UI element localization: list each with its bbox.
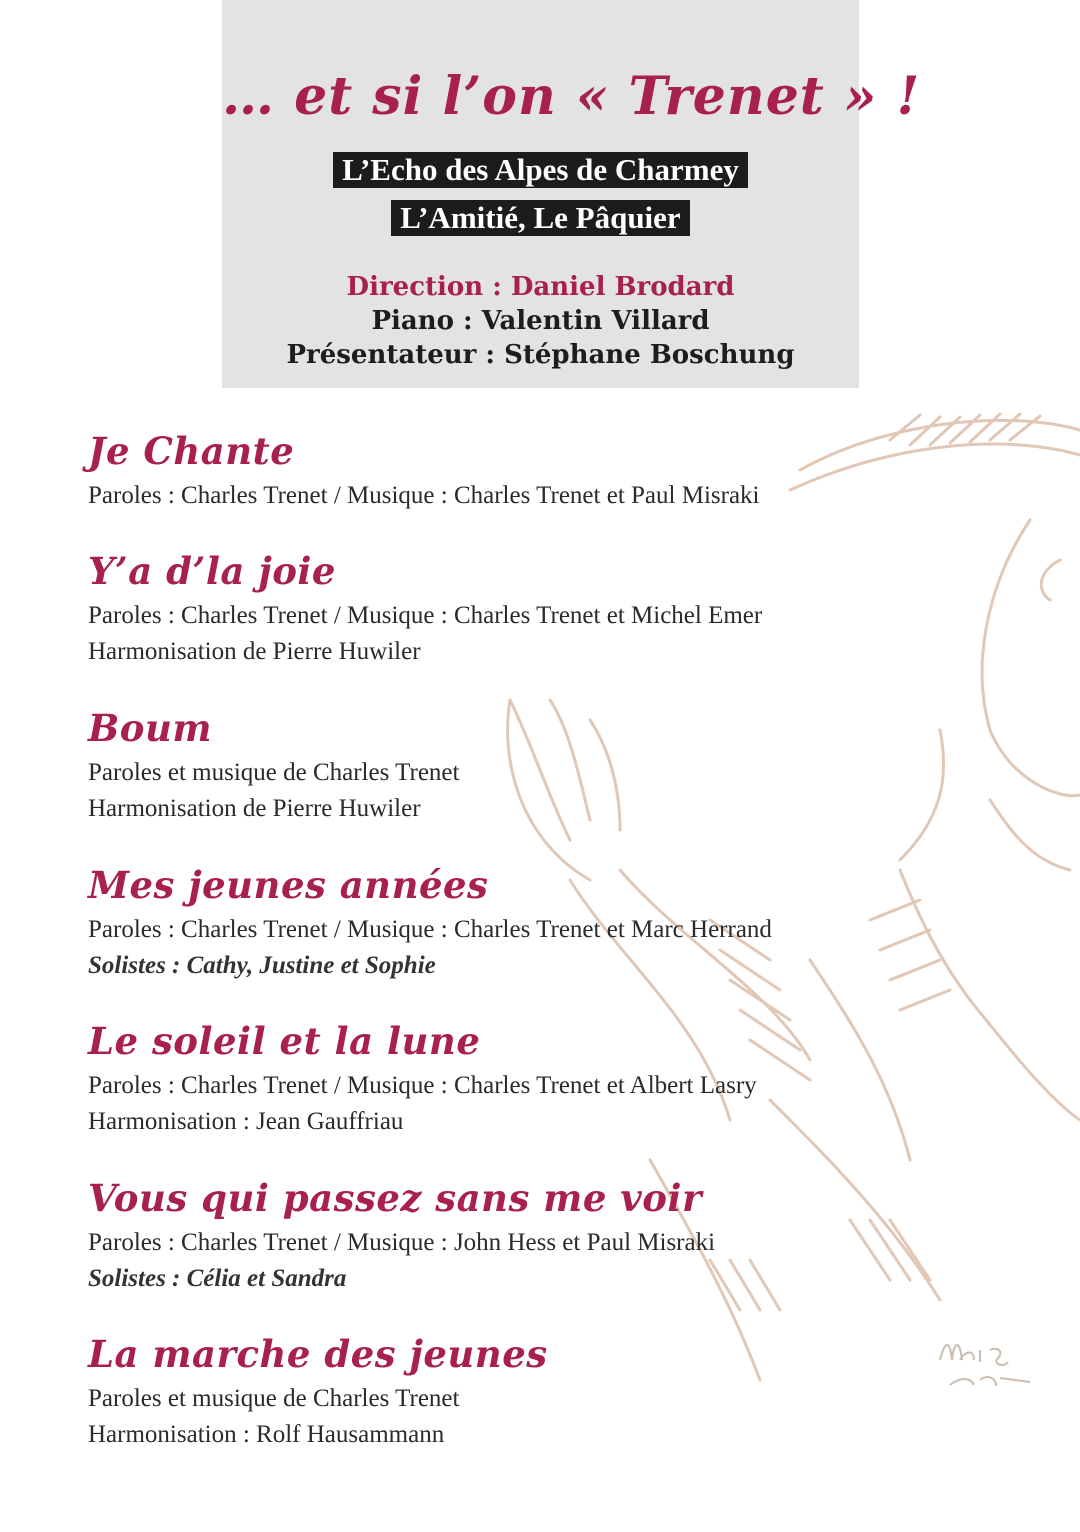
direction-credit: Direction : Daniel Brodard <box>346 272 735 302</box>
song-item <box>88 428 948 514</box>
program-header <box>222 0 921 388</box>
song-arrangement: Harmonisation : Rolf Hausammann <box>88 1421 445 1448</box>
show-title: … et si l’on « Trenet » ! <box>222 66 921 127</box>
song-title: Mes jeunes années <box>88 863 489 907</box>
piano-credit: Piano : Valentin Villard <box>371 306 710 336</box>
song-arrangement: Harmonisation de Pierre Huwiler <box>88 638 421 665</box>
song-credits: Paroles et musique de Charles Trenet <box>88 1385 460 1412</box>
song-item <box>88 705 948 827</box>
ensemble-charmey <box>222 152 859 188</box>
song-credits: Paroles et musique de Charles Trenet <box>88 759 460 786</box>
song-title: Vous qui passez sans me voir <box>88 1176 702 1220</box>
song-credits: Paroles : Charles Trenet / Musique : Charles Trenet et Paul Misraki <box>88 482 760 509</box>
song-credits: Paroles : Charles Trenet / Musique : Charles Trenet et Marc Herrand <box>88 916 772 943</box>
ensemble-label: L’Echo des Alpes de Charmey <box>333 152 748 188</box>
song-item <box>88 862 948 984</box>
song-item <box>88 548 948 670</box>
song-item <box>88 1175 948 1297</box>
song-title: Y’a d’la joie <box>88 549 336 593</box>
song-soloists: Solistes : Cathy, Justine et Sophie <box>88 952 436 979</box>
song-title: Je Chante <box>88 429 295 473</box>
ensemble-label: L’Amitié, Le Pâquier <box>391 200 689 236</box>
song-title: La marche des jeunes <box>88 1332 548 1376</box>
song-title: Le soleil et la lune <box>88 1019 481 1063</box>
song-title: Boum <box>88 706 213 750</box>
song-item <box>88 1331 948 1453</box>
song-credits: Paroles : Charles Trenet / Musique : Charles Trenet et Michel Emer <box>88 602 763 629</box>
song-arrangement: Harmonisation : Jean Gauffriau <box>88 1108 404 1135</box>
song-item <box>88 1018 948 1140</box>
song-credits: Paroles : Charles Trenet / Musique : Charles Trenet et Albert Lasry <box>88 1072 757 1099</box>
presenter-credit: Présentateur : Stéphane Boschung <box>286 340 795 370</box>
song-credits: Paroles : Charles Trenet / Musique : John Hess et Paul Misraki <box>88 1229 716 1256</box>
song-arrangement: Harmonisation de Pierre Huwiler <box>88 795 421 822</box>
song-soloists: Solistes : Célia et Sandra <box>88 1265 347 1292</box>
ensemble-paquier <box>222 200 859 236</box>
